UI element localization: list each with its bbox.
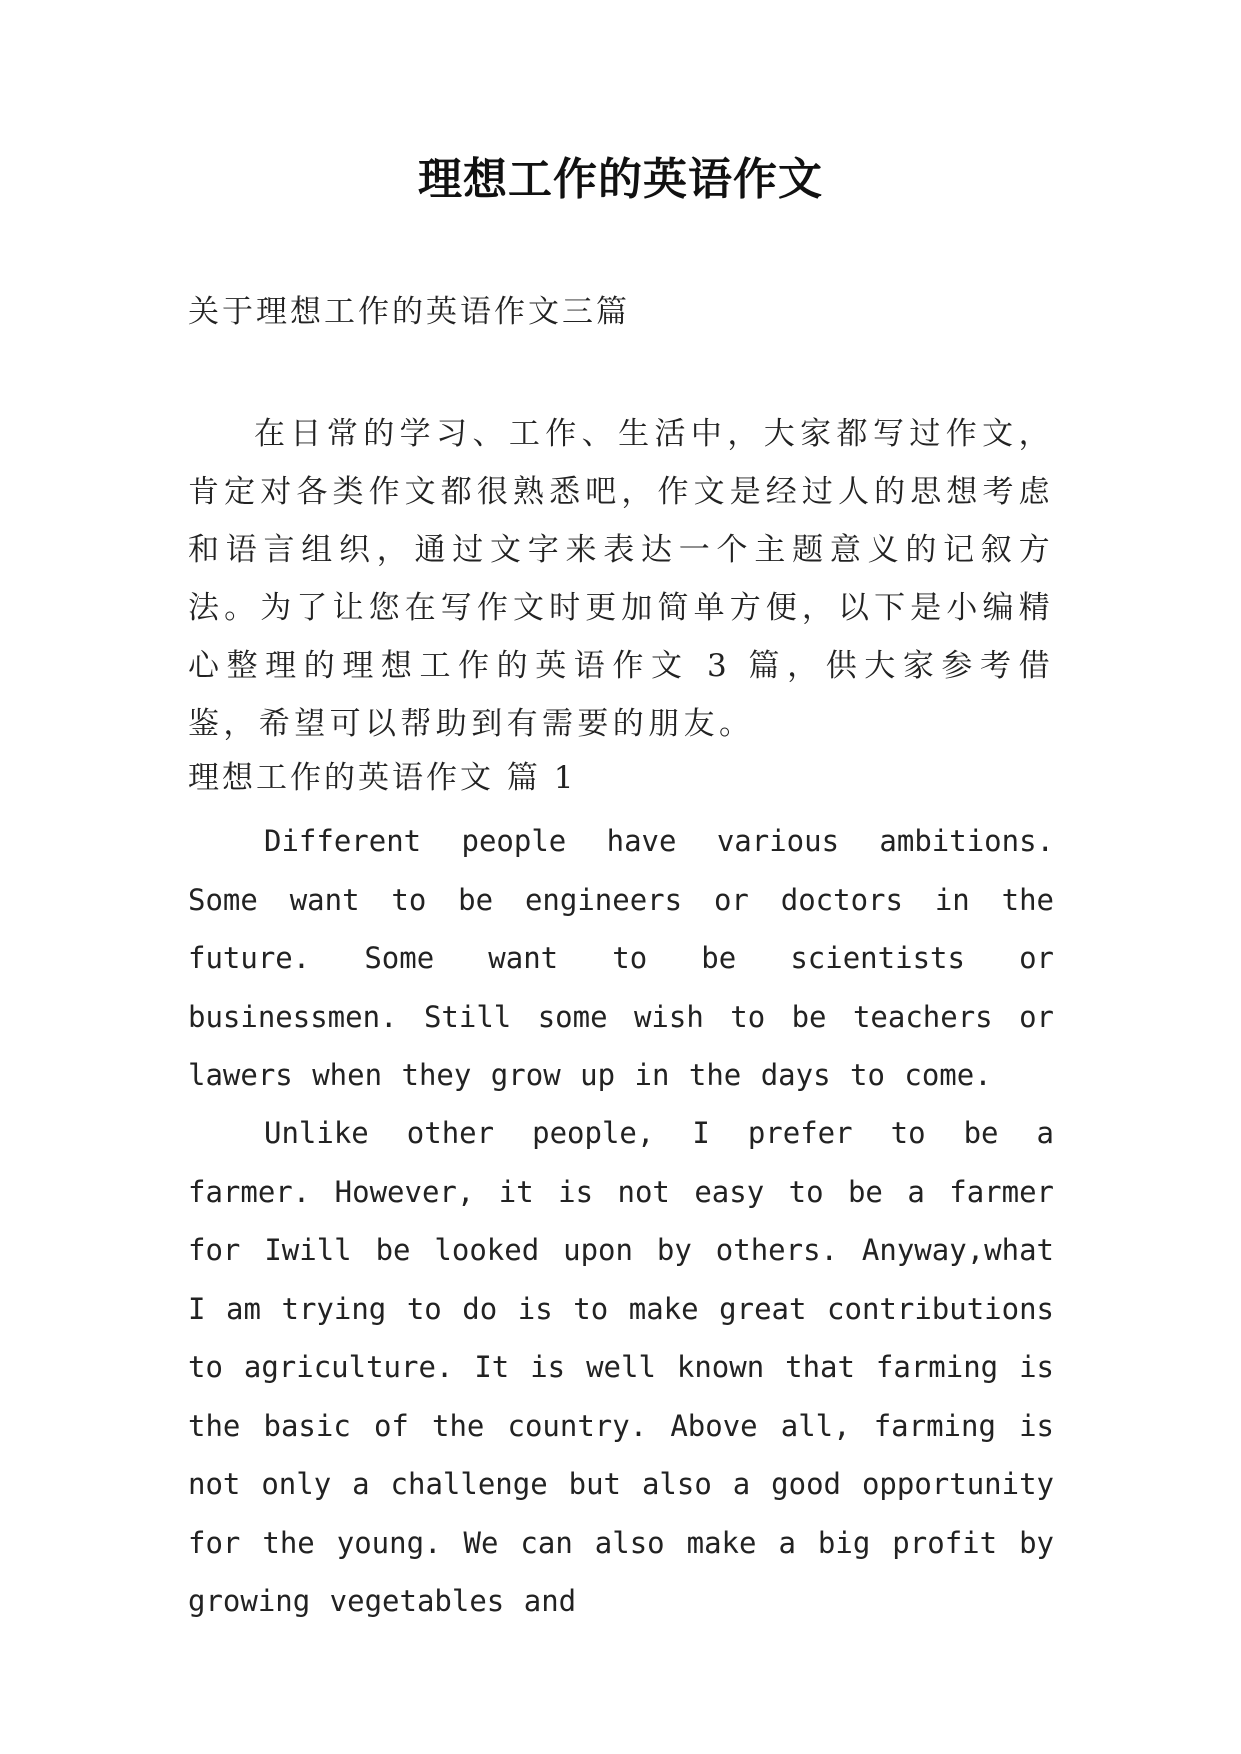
document-subtitle: 关于理想工作的英语作文三篇 <box>188 294 630 330</box>
section-heading: 理想工作的英语作文 篇 1 <box>188 760 577 796</box>
essay-paragraph-2: Unlike other people, I prefer to be a farmer. However, it is not easy to be a farmer for Iwill be looked upon by others. Anyway,what I am trying to do is to make great contributions to agriculture. It is well known that farming is the basic of the country. Above all, farming is not only a challenge but also a good opportunity for the young. We can also make a big profit by growing vegetables and <box>188 1116 1054 1618</box>
intro-paragraph: 在日常的学习、工作、生活中，大家都写过作文，肯定对各类作文都很熟悉吧，作文是经过人的思想考虑和语言组织，通过文字来表达一个主题意义的记叙方法。为了让您在写作文时更加简单方便，以下是小编精心整理的理想工作的英语作文 3 篇，供大家参考借鉴，希望可以帮助到有需要的朋友。 <box>188 416 1054 742</box>
essay-paragraph-1: Different people have various ambitions. Some want to be engineers or doctors in the future. Some want to be scientists or businessmen. Still some wish to be teachers or lawers when they grow up in the days to come. <box>188 824 1054 1092</box>
page-title: 理想工作的英语作文 <box>418 154 823 205</box>
